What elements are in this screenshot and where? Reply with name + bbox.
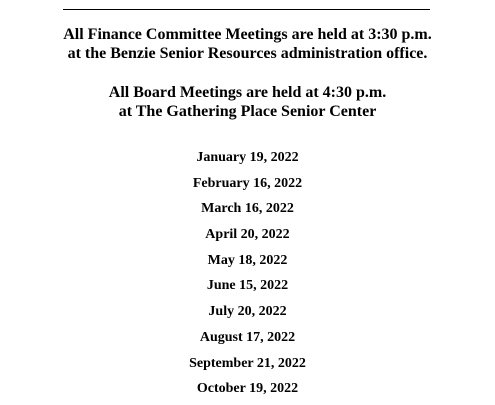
meeting-date: April 20, 2022 [205,227,290,243]
finance-meeting-notice [0,25,495,63]
board-notice-line-2: at The Gathering Place Senior Center [118,103,377,120]
meeting-date: January 19, 2022 [196,150,299,165]
meeting-date: July 20, 2022 [208,304,287,320]
finance-notice-line-2: at the Benzie Senior Resources administration office. [67,45,428,62]
board-notice-line-1: All Board Meetings are held at 4:30 p.m. [108,84,387,101]
meeting-date-list [0,148,495,405]
meeting-date: February 16, 2022 [192,175,303,191]
meeting-date: October 19, 2022 [196,381,299,397]
header-underline [63,9,430,10]
board-meeting-notice [0,83,495,121]
meeting-date: June 15, 2022 [206,278,289,294]
meeting-date: September 21, 2022 [189,355,306,371]
meeting-date: May 18, 2022 [207,252,288,268]
meeting-date: March 16, 2022 [201,201,294,217]
finance-notice-line-1: All Finance Committee Meetings are held at 3:30 p.m. [63,26,432,43]
meeting-date: August 17, 2022 [199,329,296,345]
